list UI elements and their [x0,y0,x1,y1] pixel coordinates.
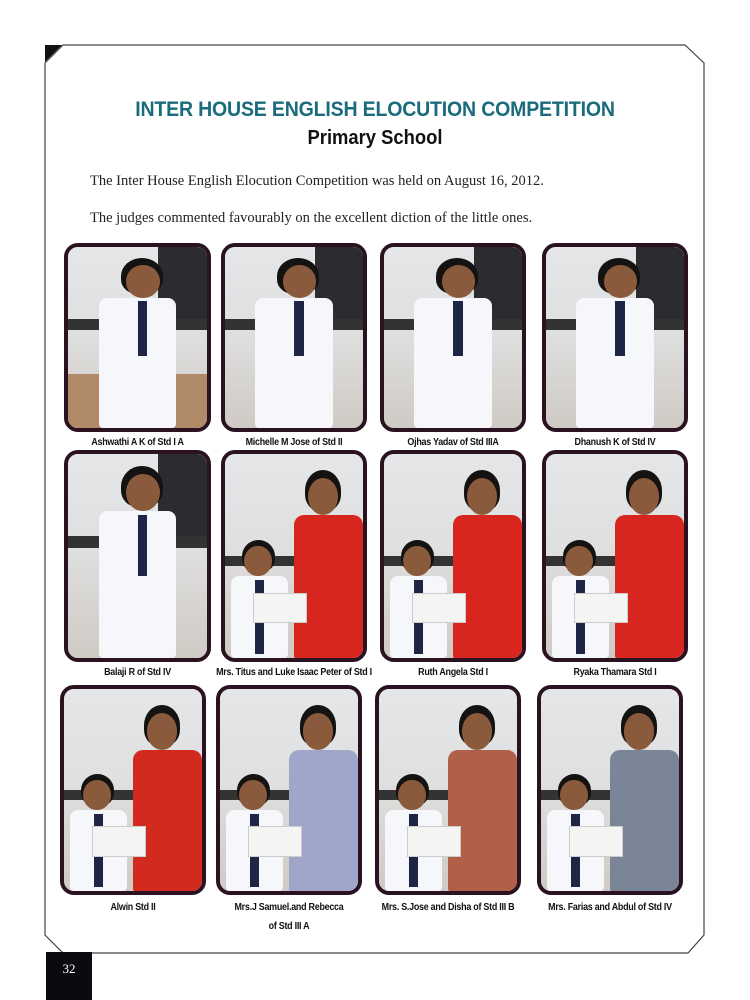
intro-paragraph: The Inter House English Elocution Competition was held on August 16, 2012. [90,173,544,189]
photo-frame [375,685,521,895]
page-title: INTER HOUSE ENGLISH ELOCUTION COMPETITION [135,98,615,121]
corner-notch [45,45,62,62]
page-number: 32 [62,961,76,976]
photo-caption: Ruth Angela Std I [418,666,488,678]
photo-caption: Ojhas Yadav of Std IIIA [407,436,499,448]
photo-caption: Balaji R of Std IV [104,666,171,678]
photo-frame [542,243,688,432]
photo-frame [60,685,206,895]
photo-frame [537,685,683,895]
photo-frame [221,243,367,432]
judges-paragraph: The judges commented favourably on the excellent diction of the little ones. [90,210,533,226]
photo-caption: Alwin Std II [110,901,156,913]
photo-caption: Ryaka Thamara Std I [573,666,657,678]
photo-caption: Ashwathi A K of Std I A [91,436,184,448]
photo-caption: Mrs. Farias and Abdul of Std IV [548,901,672,913]
photo-caption: Mrs. Titus and Luke Isaac Peter of Std I [216,666,372,678]
photo-frame [64,450,211,662]
photo-caption: Mrs.J Samuel.and Rebecca [234,901,344,913]
photo-frame [542,450,688,662]
photo-frame [216,685,362,895]
photo-frame [380,450,526,662]
photo-frame [64,243,211,432]
page-subtitle: Primary School [307,127,443,149]
page-number-box [46,952,92,1000]
photo-caption: Michelle M Jose of Std II [245,436,343,448]
photo-caption: Mrs. S.Jose and Disha of Std III B [381,901,515,913]
photo-frame [221,450,367,662]
photo-caption-line2: of Std III A [268,920,310,932]
photo-frame [380,243,526,432]
photo-caption: Dhanush K of Std IV [574,436,656,448]
